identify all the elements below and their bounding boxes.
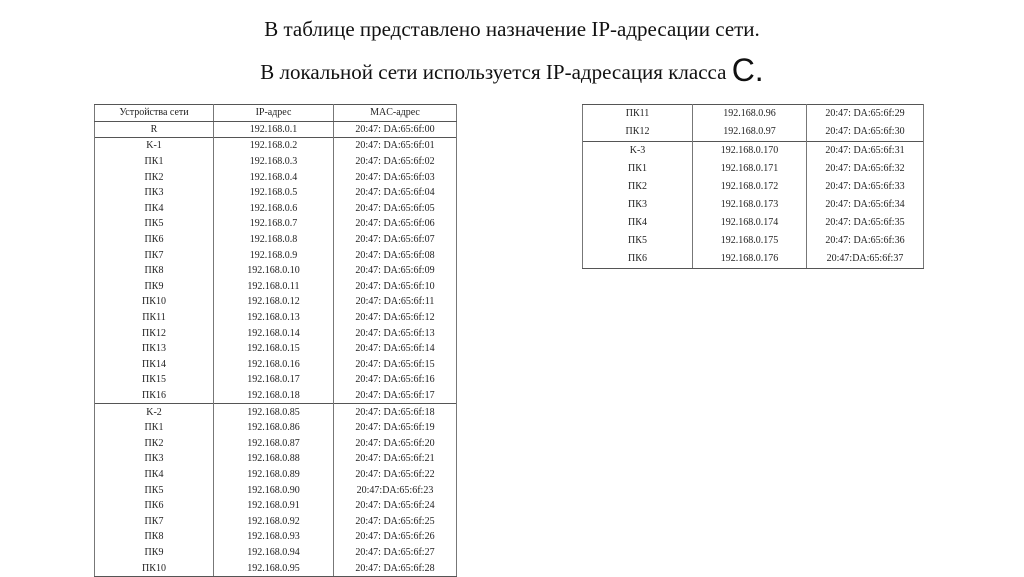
- device-cell: ПК10: [95, 560, 214, 576]
- mac-address-cell: 20:47: DA:65:6f:08: [334, 247, 457, 263]
- header-mac-address: MAC-адрес: [334, 105, 457, 122]
- device-cell: ПК12: [95, 325, 214, 341]
- ip-address-cell: 192.168.0.173: [693, 196, 807, 214]
- device-cell: ПК8: [95, 263, 214, 279]
- mac-address-cell: 20:47: DA:65:6f:02: [334, 154, 457, 170]
- ip-address-cell: 192.168.0.6: [214, 201, 334, 217]
- ip-address-cell: 192.168.0.176: [693, 250, 807, 269]
- ip-address-cell: 192.168.0.97: [693, 123, 807, 142]
- table-row: [95, 310, 457, 326]
- device-cell: ПК11: [95, 310, 214, 326]
- ip-address-cell: 192.168.0.175: [693, 232, 807, 250]
- ip-addressing-table-2: [582, 104, 924, 269]
- device-cell: ПК7: [95, 247, 214, 263]
- table-row: [95, 388, 457, 404]
- mac-address-cell: 20:47: DA:65:6f:10: [334, 279, 457, 295]
- mac-address-cell: 20:47: DA:65:6f:03: [334, 169, 457, 185]
- ip-address-cell: 192.168.0.7: [214, 216, 334, 232]
- ip-address-cell: 192.168.0.96: [693, 105, 807, 124]
- device-cell: ПК9: [95, 545, 214, 561]
- device-cell: ПК1: [95, 420, 214, 436]
- mac-address-cell: 20:47: DA:65:6f:35: [807, 214, 924, 232]
- ip-addressing-table-1: [94, 104, 457, 577]
- ip-address-cell: 192.168.0.95: [214, 560, 334, 576]
- mac-address-cell: 20:47: DA:65:6f:00: [334, 121, 457, 138]
- header-ip-address: IP-адрес: [214, 105, 334, 122]
- ip-address-cell: 192.168.0.94: [214, 545, 334, 561]
- ip-address-cell: 192.168.0.13: [214, 310, 334, 326]
- device-cell: ПК11: [583, 105, 693, 124]
- ip-address-cell: 192.168.0.10: [214, 263, 334, 279]
- ip-address-cell: 192.168.0.17: [214, 372, 334, 388]
- mac-address-cell: 20:47:DA:65:6f:23: [334, 482, 457, 498]
- ip-address-cell: 192.168.0.2: [214, 138, 334, 154]
- device-cell: ПК12: [583, 123, 693, 142]
- table-row: [95, 232, 457, 248]
- table-row: [95, 482, 457, 498]
- device-cell: ПК14: [95, 357, 214, 373]
- mac-address-cell: 20:47: DA:65:6f:28: [334, 560, 457, 576]
- ip-address-cell: 192.168.0.90: [214, 482, 334, 498]
- device-cell: ПК2: [583, 178, 693, 196]
- mac-address-cell: 20:47: DA:65:6f:18: [334, 404, 457, 420]
- ip-address-cell: 192.168.0.93: [214, 529, 334, 545]
- mac-address-cell: 20:47: DA:65:6f:27: [334, 545, 457, 561]
- table-row: [583, 250, 924, 269]
- slide-title: [0, 16, 1024, 42]
- table-row: [95, 325, 457, 341]
- ip-address-cell: 192.168.0.8: [214, 232, 334, 248]
- mac-address-cell: 20:47: DA:65:6f:33: [807, 178, 924, 196]
- table-row: [583, 196, 924, 214]
- mac-address-cell: 20:47: DA:65:6f:17: [334, 388, 457, 404]
- ip-address-cell: 192.168.0.92: [214, 513, 334, 529]
- mac-address-cell: 20:47: DA:65:6f:32: [807, 160, 924, 178]
- ip-address-cell: 192.168.0.14: [214, 325, 334, 341]
- mac-address-cell: 20:47: DA:65:6f:19: [334, 420, 457, 436]
- ip-address-cell: 192.168.0.3: [214, 154, 334, 170]
- mac-address-cell: 20:47: DA:65:6f:16: [334, 372, 457, 388]
- table-row: [95, 341, 457, 357]
- mac-address-cell: 20:47:DA:65:6f:37: [807, 250, 924, 269]
- mac-address-cell: 20:47: DA:65:6f:30: [807, 123, 924, 142]
- ip-address-cell: 192.168.0.171: [693, 160, 807, 178]
- ip-address-cell: 192.168.0.85: [214, 404, 334, 420]
- device-cell: ПК10: [95, 294, 214, 310]
- mac-address-cell: 20:47: DA:65:6f:36: [807, 232, 924, 250]
- mac-address-cell: 20:47: DA:65:6f:22: [334, 467, 457, 483]
- mac-address-cell: 20:47: DA:65:6f:05: [334, 201, 457, 217]
- device-cell: ПК5: [583, 232, 693, 250]
- table-row: [95, 154, 457, 170]
- table-row: [95, 451, 457, 467]
- device-cell: ПК2: [95, 435, 214, 451]
- device-cell: ПК9: [95, 279, 214, 295]
- mac-address-cell: 20:47: DA:65:6f:26: [334, 529, 457, 545]
- slide-subtitle-text: В локальной сети используется IP-адресация класса: [260, 60, 727, 84]
- mac-address-cell: 20:47: DA:65:6f:06: [334, 216, 457, 232]
- address-class-letter: С.: [731, 52, 764, 88]
- mac-address-cell: 20:47: DA:65:6f:20: [334, 435, 457, 451]
- device-cell: ПК16: [95, 388, 214, 404]
- table-row: [95, 529, 457, 545]
- table-header-row: [95, 105, 457, 122]
- mac-address-cell: 20:47: DA:65:6f:25: [334, 513, 457, 529]
- ip-address-cell: 192.168.0.174: [693, 214, 807, 232]
- table-row: [95, 279, 457, 295]
- mac-address-cell: 20:47: DA:65:6f:12: [334, 310, 457, 326]
- table-row: [95, 435, 457, 451]
- table-row: [95, 372, 457, 388]
- mac-address-cell: 20:47: DA:65:6f:24: [334, 498, 457, 514]
- ip-address-cell: 192.168.0.91: [214, 498, 334, 514]
- table-row: [95, 138, 457, 154]
- ip-address-cell: 192.168.0.87: [214, 435, 334, 451]
- mac-address-cell: 20:47: DA:65:6f:31: [807, 142, 924, 161]
- table-row: [583, 214, 924, 232]
- table-row: [583, 105, 924, 124]
- table-row: [95, 357, 457, 373]
- device-cell: ПК3: [95, 185, 214, 201]
- ip-address-cell: 192.168.0.170: [693, 142, 807, 161]
- mac-address-cell: 20:47: DA:65:6f:04: [334, 185, 457, 201]
- device-cell: K-3: [583, 142, 693, 161]
- device-cell: ПК15: [95, 372, 214, 388]
- table-row: [95, 420, 457, 436]
- table-row: [95, 294, 457, 310]
- table-row: [583, 232, 924, 250]
- device-cell: K-2: [95, 404, 214, 420]
- device-cell: ПК7: [95, 513, 214, 529]
- device-cell: ПК2: [95, 169, 214, 185]
- ip-address-cell: 192.168.0.9: [214, 247, 334, 263]
- table-row: [95, 513, 457, 529]
- ip-address-cell: 192.168.0.4: [214, 169, 334, 185]
- device-cell: R: [95, 121, 214, 138]
- mac-address-cell: 20:47: DA:65:6f:09: [334, 263, 457, 279]
- device-cell: ПК4: [583, 214, 693, 232]
- ip-address-cell: 192.168.0.1: [214, 121, 334, 138]
- device-cell: ПК1: [583, 160, 693, 178]
- device-cell: ПК3: [583, 196, 693, 214]
- ip-address-cell: 192.168.0.16: [214, 357, 334, 373]
- table-row: [95, 545, 457, 561]
- mac-address-cell: 20:47: DA:65:6f:13: [334, 325, 457, 341]
- table-row: [95, 216, 457, 232]
- mac-address-cell: 20:47: DA:65:6f:11: [334, 294, 457, 310]
- slide-title-text: В таблице представлено назначение IP-адресации сети.: [264, 17, 760, 41]
- table-row: [95, 467, 457, 483]
- device-cell: ПК6: [95, 498, 214, 514]
- mac-address-cell: 20:47: DA:65:6f:14: [334, 341, 457, 357]
- table-row: [95, 169, 457, 185]
- device-cell: ПК8: [95, 529, 214, 545]
- ip-address-cell: 192.168.0.11: [214, 279, 334, 295]
- table-row: [583, 160, 924, 178]
- device-cell: ПК6: [95, 232, 214, 248]
- device-cell: ПК5: [95, 216, 214, 232]
- ip-address-cell: 192.168.0.89: [214, 467, 334, 483]
- table-row: [95, 498, 457, 514]
- table-row: [95, 121, 457, 138]
- table-row: [95, 247, 457, 263]
- ip-address-cell: 192.168.0.86: [214, 420, 334, 436]
- table-row: [583, 178, 924, 196]
- ip-address-cell: 192.168.0.88: [214, 451, 334, 467]
- ip-address-cell: 192.168.0.15: [214, 341, 334, 357]
- ip-address-cell: 192.168.0.18: [214, 388, 334, 404]
- table-row: [95, 185, 457, 201]
- device-cell: ПК1: [95, 154, 214, 170]
- mac-address-cell: 20:47: DA:65:6f:07: [334, 232, 457, 248]
- table-row: [583, 123, 924, 142]
- device-cell: ПК13: [95, 341, 214, 357]
- table-row: [95, 404, 457, 420]
- ip-address-cell: 192.168.0.12: [214, 294, 334, 310]
- ip-address-cell: 192.168.0.5: [214, 185, 334, 201]
- mac-address-cell: 20:47: DA:65:6f:34: [807, 196, 924, 214]
- mac-address-cell: 20:47: DA:65:6f:01: [334, 138, 457, 154]
- device-cell: ПК4: [95, 467, 214, 483]
- device-cell: ПК4: [95, 201, 214, 217]
- mac-address-cell: 20:47: DA:65:6f:15: [334, 357, 457, 373]
- device-cell: ПК3: [95, 451, 214, 467]
- header-devices: Устройства сети: [95, 105, 214, 122]
- ip-address-cell: 192.168.0.172: [693, 178, 807, 196]
- table-row: [583, 142, 924, 161]
- mac-address-cell: 20:47: DA:65:6f:21: [334, 451, 457, 467]
- table-row: [95, 263, 457, 279]
- device-cell: K-1: [95, 138, 214, 154]
- table-row: [95, 201, 457, 217]
- mac-address-cell: 20:47: DA:65:6f:29: [807, 105, 924, 124]
- device-cell: ПК6: [583, 250, 693, 269]
- slide-subtitle: [0, 52, 1024, 88]
- device-cell: ПК5: [95, 482, 214, 498]
